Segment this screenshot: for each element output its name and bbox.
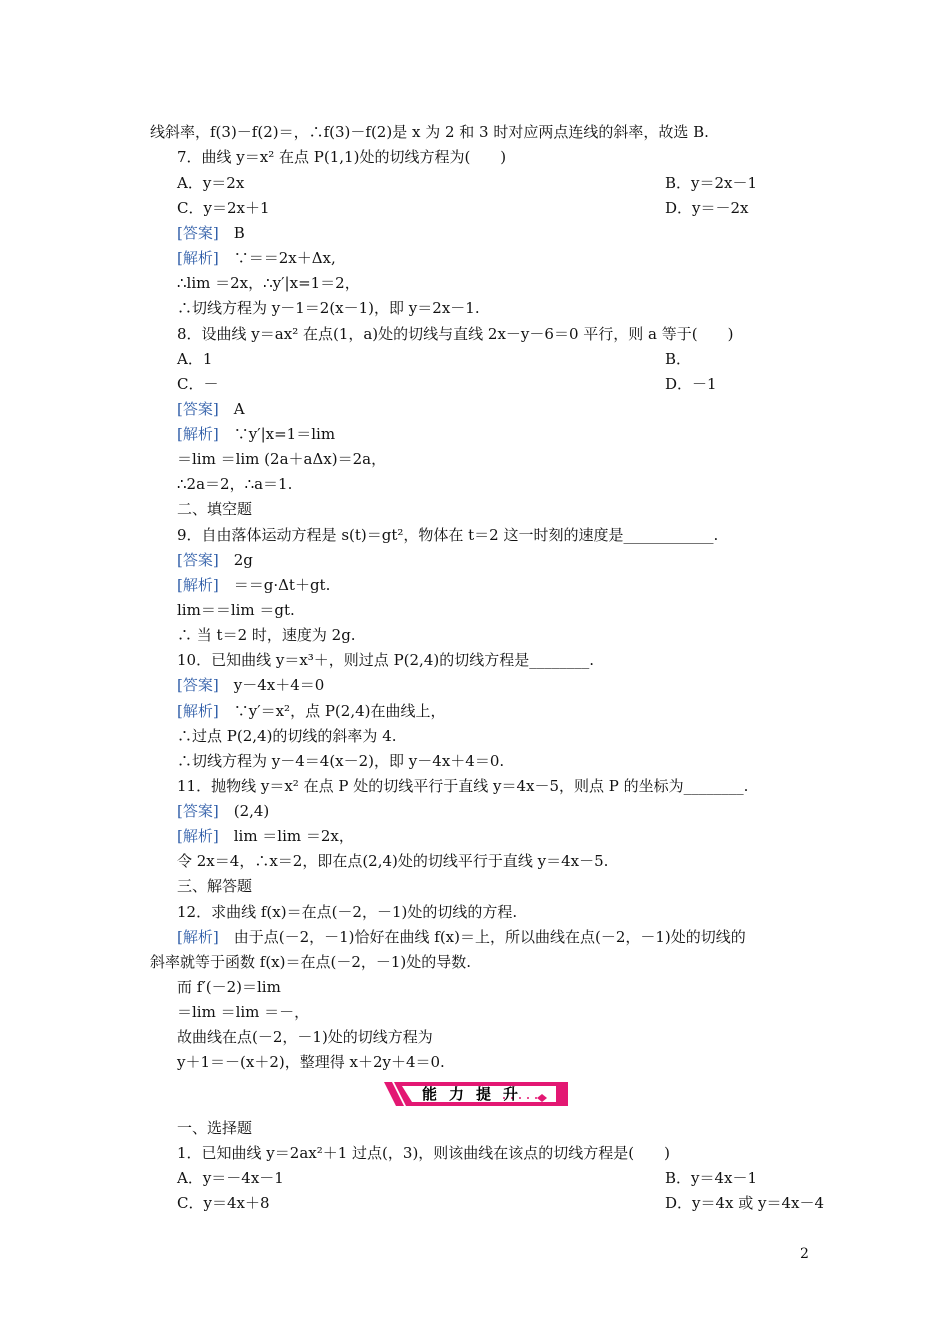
text-line: y＋1＝－(x＋2)，整理得 x＋2y＋4＝0. [177,1053,445,1071]
page-number: 2 [800,1246,809,1262]
text-line: 线斜率，f(3)－f(2)＝，∴f(3)－f(2)是 x 为 2 和 3 时对应两点连线的斜率，故选 B. [150,123,709,141]
answer-text: B [218,224,245,242]
text-line: ∴过点 P(2,4)的切线的斜率为 4. [177,727,397,745]
answer-tag: [答案] [177,551,219,569]
option-a: A．y＝2x [177,174,245,192]
option-d: D．－1 [665,375,717,393]
section-heading: 二、填空题 [177,500,253,518]
text-line: 令 2x＝4，∴x＝2，即在点(2,4)处的切线平行于直线 y＝4x－5. [177,852,609,870]
analysis-line [177,575,330,595]
option-a: A．y＝－4x－1 [177,1169,284,1187]
option-d: D．y＝4x 或 y＝4x－4 [665,1194,825,1212]
analysis-tag: [解析] [177,249,219,267]
banner-title: 能力提升 [421,1085,530,1103]
answer-tag: [答案] [177,802,219,820]
question-1: 1．已知曲线 y＝2ax²＋1 过点(，3)，则该曲线在该点的切线方程是( ) [177,1144,671,1162]
answer-text: y－4x＋4＝0 [218,676,325,694]
answer-line [177,801,269,821]
text-line: ＝lim ＝lim (2a＋aΔx)＝2a， [177,450,387,468]
answer-text: (2,4) [218,802,270,820]
option-a: A．1 [177,350,213,368]
text-line: lim＝＝lim ＝gt. [177,601,295,619]
text-line: ∴2a＝2，∴a＝1. [177,475,293,493]
analysis-text: ＝＝g·Δt＋gt. [218,576,331,594]
analysis-text: ∵y′|x=1＝lim [218,425,336,443]
question-9: 9．自由落体运动方程是 s(t)＝gt²，物体在 t＝2 这一时刻的速度是____________. [177,526,719,544]
analysis-text: ∵y′＝x²，点 P(2,4)在曲线上， [218,702,446,720]
answer-line [177,223,245,243]
option-row [177,198,749,218]
option-row [177,1168,758,1188]
question-12: 12．求曲线 f(x)＝在点(－2，－1)处的切线的方程. [177,903,518,921]
option-c: C．－ [177,375,219,393]
option-c: C．y＝4x＋8 [177,1194,270,1212]
analysis-line [177,701,446,721]
answer-line [177,399,245,419]
answer-tag: [答案] [177,676,219,694]
section-banner [384,1080,568,1108]
text-line: ＝lim ＝lim ＝－， [177,1003,310,1021]
analysis-text: lim ＝lim ＝2x， [218,827,354,845]
section-heading: 三、解答题 [177,877,253,895]
analysis-tag: [解析] [177,576,219,594]
text-line: ∴切线方程为 y－1＝2(x－1)，即 y＝2x－1. [177,299,480,317]
option-row [177,173,758,193]
analysis-line [177,927,746,947]
option-row [177,1193,825,1213]
option-row [177,349,692,369]
option-c: C．y＝2x＋1 [177,199,270,217]
question-7: 7．曲线 y＝x² 在点 P(1,1)处的切线方程为( ) [177,148,507,166]
answer-text: 2g [218,551,253,569]
analysis-line [177,826,354,846]
analysis-text: ∵＝＝2x＋Δx, [218,249,336,267]
answer-line [177,550,253,570]
option-d: D．y＝－2x [665,199,749,217]
analysis-tag: [解析] [177,928,219,946]
option-row [177,374,717,394]
answer-text: A [218,400,245,418]
analysis-line [177,424,335,444]
text-line: 斜率就等于函数 f(x)＝在点(－2，－1)处的导数. [150,953,472,971]
analysis-line [177,248,336,268]
question-11: 11．抛物线 y＝x² 在点 P 处的切线平行于直线 y＝4x－5，则点 P 的坐标为________. [177,777,749,795]
question-10: 10．已知曲线 y＝x³＋，则过点 P(2,4)的切线方程是________. [177,651,594,669]
analysis-tag: [解析] [177,702,219,720]
answer-line [177,675,324,695]
answer-tag: [答案] [177,224,219,242]
option-b: B．y＝4x－1 [665,1169,758,1187]
analysis-tag: [解析] [177,425,219,443]
text-line: 故曲线在点(－2，－1)处的切线方程为 [177,1028,433,1046]
option-b: B． [665,350,692,368]
text-line: ∴lim ＝2x，∴y′|x=1＝2， [177,274,360,292]
section-heading: 一、选择题 [177,1119,253,1137]
analysis-text: 由于点(－2，－1)恰好在曲线 f(x)＝上，所以曲线在点(－2，－1)处的切线的 [218,928,746,946]
question-8: 8．设曲线 y＝ax² 在点(1，a)处的切线与直线 2x－y－6＝0 平行，则 a 等于( ) [177,325,734,343]
text-line: 而 f′(－2)＝lim [177,978,281,996]
text-line: ∴切线方程为 y－4＝4(x－2)，即 y－4x＋4＝0. [177,752,505,770]
text-line: ∴ 当 t＝2 时，速度为 2g. [177,626,356,644]
analysis-tag: [解析] [177,827,219,845]
answer-tag: [答案] [177,400,219,418]
option-b: B．y＝2x－1 [665,174,758,192]
